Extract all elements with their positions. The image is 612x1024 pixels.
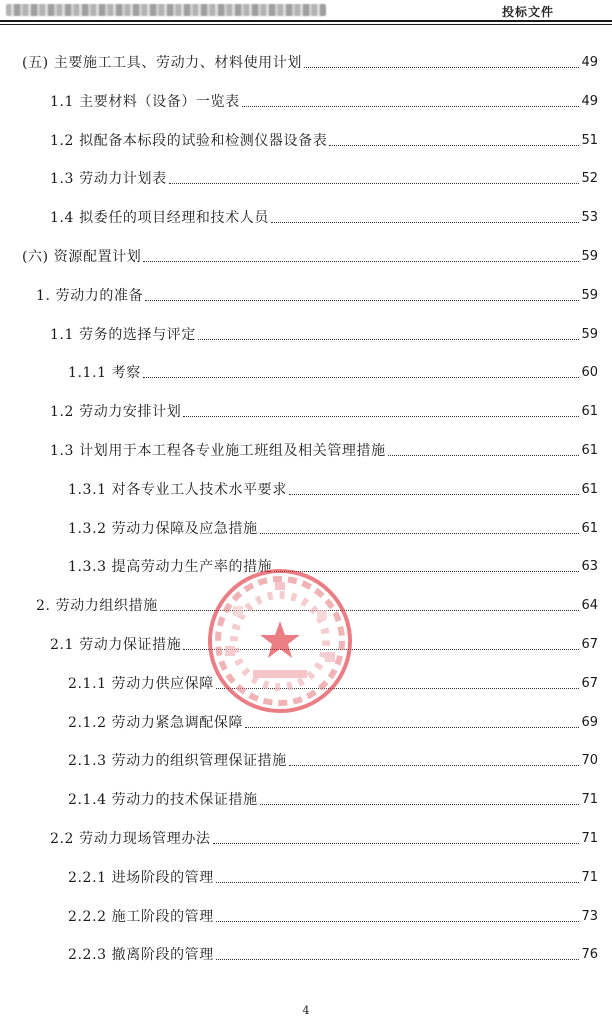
toc-dot-leader xyxy=(216,881,580,883)
toc-entry[interactable] xyxy=(36,593,598,615)
toc-entry-label: 1.4 拟委任的项目经理和技术人员 xyxy=(50,210,269,226)
toc-entry-label: 2.1.3 劳动力的组织管理保证措施 xyxy=(68,753,287,769)
toc-dot-leader xyxy=(245,726,579,728)
toc-entry-page-number: 67 xyxy=(581,637,598,652)
toc-entry[interactable] xyxy=(68,787,598,809)
toc-entry-page-number: 51 xyxy=(581,133,598,148)
toc-entry-page-number: 61 xyxy=(581,482,598,497)
toc-entry-label: (五) 主要施工工具、劳动力、材料使用计划 xyxy=(22,55,302,71)
toc-entry[interactable] xyxy=(36,283,598,305)
toc-dot-leader xyxy=(183,648,579,650)
toc-entry-page-number: 67 xyxy=(581,676,598,691)
toc-entry-page-number: 59 xyxy=(581,249,598,264)
header-title: 投标文件 xyxy=(501,5,554,19)
toc-dot-leader xyxy=(260,803,580,805)
toc-entry-label: 2.2.1 进场阶段的管理 xyxy=(68,870,214,886)
toc-entry-label: (六) 资源配置计划 xyxy=(22,249,142,265)
toc-entry-page-number: 52 xyxy=(581,171,598,186)
toc-entry[interactable] xyxy=(50,89,598,111)
toc-entry-label: 1. 劳动力的准备 xyxy=(36,288,144,304)
toc-dot-leader xyxy=(274,570,579,572)
toc-entry-label: 1.2 拟配备本标段的试验和检测仪器设备表 xyxy=(50,133,328,149)
page-header xyxy=(0,0,612,22)
header-rule-thin xyxy=(0,24,612,25)
toc-entry-page-number: 59 xyxy=(581,288,598,303)
toc-entry-label: 1.1 劳务的选择与评定 xyxy=(50,327,196,343)
toc-dot-leader xyxy=(216,958,580,960)
toc-dot-leader xyxy=(213,842,580,844)
toc-entry-label: 2.2 劳动力现场管理办法 xyxy=(50,831,211,847)
toc-entry-label: 2.1.2 劳动力紧急调配保障 xyxy=(68,715,244,731)
toc-entry-label: 2.1.1 劳动力供应保障 xyxy=(68,676,214,692)
toc-entry-label: 2.2.2 施工阶段的管理 xyxy=(68,909,214,925)
toc-entry[interactable] xyxy=(68,710,598,732)
toc-entry-label: 2. 劳动力组织措施 xyxy=(36,598,158,614)
toc-entry-label: 1.2 劳动力安排计划 xyxy=(50,404,182,420)
toc-entry-label: 2.2.3 撤离阶段的管理 xyxy=(68,947,214,963)
toc-dot-leader xyxy=(216,920,580,922)
toc-dot-leader xyxy=(388,454,580,456)
toc-entry-page-number: 60 xyxy=(581,365,598,380)
toc-entry-label: 2.1 劳动力保证措施 xyxy=(50,637,182,653)
toc-entry-label: 2.1.4 劳动力的技术保证措施 xyxy=(68,792,258,808)
toc-entry-label: 1.3.1 对各专业工人技术水平要求 xyxy=(68,482,287,498)
toc-entry-page-number: 71 xyxy=(581,831,598,846)
toc-entry-label: 1.3.2 劳动力保障及应急措施 xyxy=(68,521,258,537)
header-rule xyxy=(0,20,612,22)
toc-entry-page-number: 69 xyxy=(581,715,598,730)
toc-entry[interactable] xyxy=(50,128,598,150)
toc-entry-label: 1.3 劳动力计划表 xyxy=(50,171,167,187)
toc-entry[interactable] xyxy=(68,360,598,382)
toc-entry[interactable] xyxy=(22,50,598,72)
toc-dot-leader xyxy=(160,609,580,611)
toc-entry[interactable] xyxy=(50,632,598,654)
toc-entry-page-number: 49 xyxy=(581,94,598,109)
toc-dot-leader xyxy=(143,376,580,378)
toc-entry[interactable] xyxy=(50,438,598,460)
toc-entry-page-number: 76 xyxy=(581,947,598,962)
toc-entry-page-number: 53 xyxy=(581,210,598,225)
toc-entry[interactable] xyxy=(68,904,598,926)
toc-entry[interactable] xyxy=(68,477,598,499)
toc-entry-page-number: 64 xyxy=(581,598,598,613)
toc-dot-leader xyxy=(169,182,580,184)
toc-entry-page-number: 59 xyxy=(581,327,598,342)
toc-dot-leader xyxy=(198,338,580,340)
toc-dot-leader xyxy=(260,532,580,534)
toc-entry-page-number: 61 xyxy=(581,404,598,419)
toc-dot-leader xyxy=(289,493,580,495)
toc-entry[interactable] xyxy=(68,865,598,887)
toc-entry-page-number: 71 xyxy=(581,870,598,885)
toc-entry[interactable] xyxy=(68,516,598,538)
toc-entry[interactable] xyxy=(22,244,598,266)
toc-entry[interactable] xyxy=(50,399,598,421)
toc-dot-leader xyxy=(329,144,579,146)
toc-entry-page-number: 73 xyxy=(581,909,598,924)
toc-entry-page-number: 61 xyxy=(581,521,598,536)
toc-entry[interactable] xyxy=(50,826,598,848)
page-number: 4 xyxy=(302,1004,310,1017)
toc-entry-page-number: 71 xyxy=(581,792,598,807)
toc-dot-leader xyxy=(145,299,579,301)
toc-dot-leader xyxy=(289,764,580,766)
toc-entry-page-number: 61 xyxy=(581,443,598,458)
toc-dot-leader xyxy=(271,221,580,223)
toc-entry-label: 1.1 主要材料（设备）一览表 xyxy=(50,94,240,110)
toc-entry-page-number: 49 xyxy=(581,55,598,70)
toc-entry[interactable] xyxy=(50,322,598,344)
toc-entry-page-number: 70 xyxy=(581,753,598,768)
toc-dot-leader xyxy=(304,66,579,68)
toc-dot-leader xyxy=(242,105,580,107)
toc-entry-page-number: 63 xyxy=(581,559,598,574)
toc-entry[interactable] xyxy=(50,205,598,227)
toc-entry[interactable] xyxy=(68,748,598,770)
toc-entry-label: 1.3 计划用于本工程各专业施工班组及相关管理措施 xyxy=(50,443,386,459)
toc-entry-label: 1.3.3 提高劳动力生产率的措施 xyxy=(68,559,273,575)
toc-dot-leader xyxy=(183,415,579,417)
toc-entry[interactable] xyxy=(68,554,598,576)
redacted-header-text xyxy=(6,4,326,16)
toc-entry-label: 1.1.1 考察 xyxy=(68,365,141,381)
toc-entry[interactable] xyxy=(68,671,598,693)
toc-dot-leader xyxy=(216,687,580,689)
toc-entry[interactable] xyxy=(50,166,598,188)
toc-dot-leader xyxy=(143,260,579,262)
toc-entry[interactable] xyxy=(68,942,598,964)
